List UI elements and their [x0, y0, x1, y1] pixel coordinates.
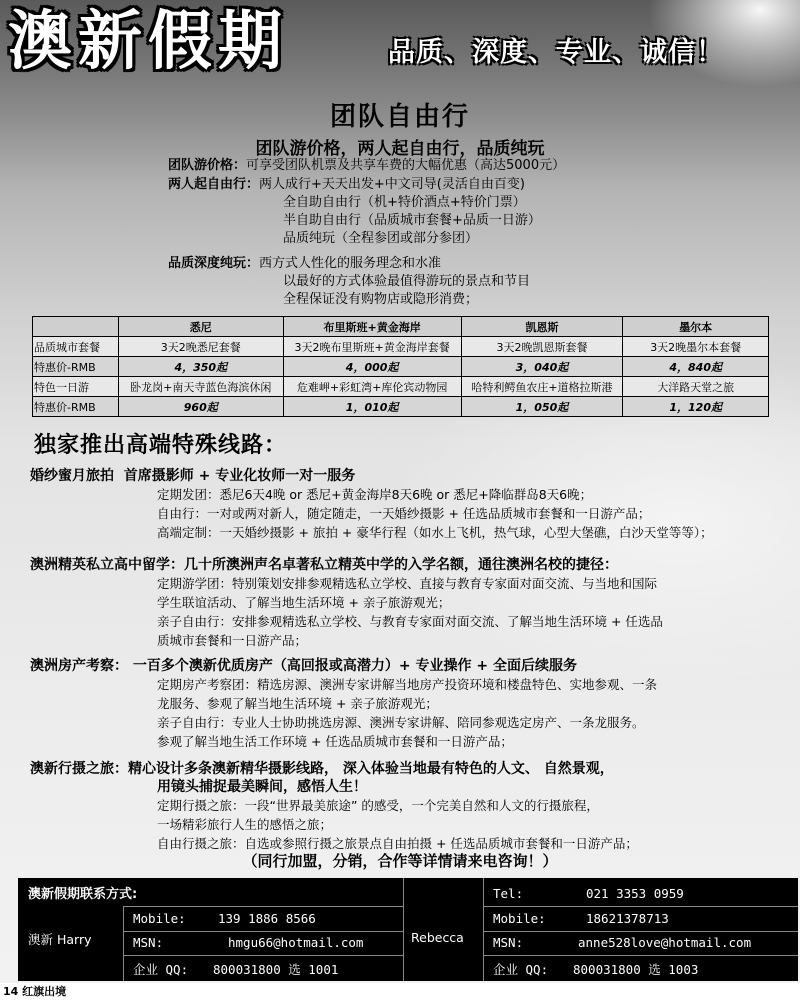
divider: [403, 878, 404, 981]
route-detail: 亲子自由行：安排参观精选私立学校、与教育专家面对面交流、了解当地生活环境 + 任选品: [157, 614, 663, 629]
table-cell: 3天2晚悉尼套餐: [118, 337, 283, 357]
table-cell: 1，120起: [623, 397, 769, 417]
divider: [483, 955, 798, 956]
route-heading-continued: 用镜头捕捉最美瞬间，感悟人生！: [157, 779, 367, 795]
feature-line: 品质深度纯玩：西方式人性化的服务理念和水准: [168, 256, 442, 271]
contact-box: [18, 878, 798, 981]
contact-label: 企业 QQ:: [133, 962, 189, 977]
route-detail: 龙服务、参观了解当地生活环境 + 亲子旅游观光；: [157, 696, 438, 711]
contact-label: 企业 QQ:: [493, 962, 549, 977]
feature-line: 两人起自由行：两人成行+天天出发+中文司导(灵活自由百变): [168, 177, 525, 192]
contact-value: 800031800 选 1001: [213, 962, 339, 977]
route-heading: 澳洲房产考察： 一百多个澳新优质房产（高回报或高潜力）+ 专业操作 + 全面后续服务: [30, 658, 577, 674]
table-cell: 特惠价-RMB: [33, 357, 119, 377]
table-cell: 品质城市套餐: [33, 337, 119, 357]
table-cell: 3天2晚凯恩斯套餐: [461, 337, 623, 357]
divider: [123, 906, 403, 907]
table-cell: 4，840起: [623, 357, 769, 377]
table-header-cell: 悉尼: [118, 317, 283, 337]
contact-label: MSN:: [493, 935, 524, 950]
table-header-cell: 布里斯班+黄金海岸: [283, 317, 461, 337]
table-header-cell: 墨尔本: [623, 317, 769, 337]
feature-line: 品质纯玩（全程参团或部分参团）: [283, 231, 479, 246]
table-header-cell: [33, 317, 119, 337]
title-bar: [0, 0, 800, 88]
route-detail: 亲子自由行：专业人士协助挑选房源、澳洲专家讲解、陪同参观选定房产、一条龙服务。: [157, 715, 645, 730]
route-detail: 定期发团：悉尼6天4晚 or 悉尼+黄金海岸8天6晚 or 悉尼+降临群岛8天6晚；: [157, 487, 593, 502]
contact-label: Mobile:: [493, 911, 546, 926]
table-cell: 卧龙岗+南天寺蓝色海滨休闲: [118, 377, 283, 397]
page-footer: [0, 984, 800, 1000]
route-detail: 自由行摄之旅：自选或参照行摄之旅景点自由拍摄 + 任选品质城市套餐和一日游产品；: [157, 836, 638, 851]
contact-value: 800031800 选 1003: [573, 962, 699, 977]
table-row: [33, 397, 769, 417]
section-name: 红旗出境: [22, 985, 67, 998]
contact-name-harry: 澳新 Harry: [28, 932, 92, 947]
group-tour-title: 团队自由行: [329, 102, 470, 132]
route-detail: 定期游学团：特别策划安排参观精选私立学校、直接与教育专家面对面交流、与当地和国际: [157, 576, 658, 591]
brand-title: 澳新假期: [8, 5, 288, 79]
table-header-cell: 凯恩斯: [461, 317, 623, 337]
route-detail: 质城市套餐和一日游产品；: [157, 633, 308, 648]
table-row: [33, 377, 769, 397]
table-header-row: [33, 317, 769, 337]
route-detail: 定期房产考察团：精选房源、澳洲专家讲解当地房产投资环境和楼盘特色、实地参观、一条: [157, 677, 658, 692]
table-cell: 3天2晚布里斯班+黄金海岸套餐: [283, 337, 461, 357]
divider: [483, 878, 484, 981]
divider: [123, 931, 403, 932]
brand-slogan: 品质、深度、专业、诚信！: [388, 37, 724, 68]
route-heading: 澳洲精英私立高中留学：几十所澳洲声名卓著私立精英中学的入学名额，通往澳洲名校的捷径：: [30, 557, 618, 573]
contact-value: 18621378713: [586, 911, 669, 926]
route-detail: 高端定制：一天婚纱摄影 + 旅拍 + 豪华行程（如水上飞机，热气球，心型大堡礁，白沙天堂等等）；: [157, 525, 713, 540]
route-heading: 婚纱蜜月旅拍 首席摄影师 + 专业化妆师一对一服务: [30, 468, 356, 484]
table-cell: 哈特利鳄鱼农庄+道格拉斯港: [461, 377, 623, 397]
special-routes-title: 独家推出高端特殊线路：: [34, 433, 288, 458]
table-cell: 960起: [118, 397, 283, 417]
contact-value: anne528love@hotmail.com: [578, 935, 752, 950]
contact-label: MSN:: [133, 935, 164, 950]
table-cell: 1，050起: [461, 397, 623, 417]
route-detail: 一场精彩旅行人生的感悟之旅；: [157, 817, 333, 832]
divider: [123, 906, 124, 981]
table-cell: 4，350起: [118, 357, 283, 377]
page-number: 14: [3, 985, 19, 998]
feature-line: 半自助自由行（品质城市套餐+品质一日游）: [283, 213, 541, 228]
table-row: [33, 357, 769, 377]
contact-name-rebecca: Rebecca: [411, 930, 464, 945]
feature-line: 全程保证没有购物店或隐形消费；: [283, 292, 479, 307]
feature-line: 以最好的方式体验最值得游玩的景点和节目: [283, 274, 531, 289]
group-tour-subtitle: 团队游价格，两人起自由行，品质纯玩: [255, 139, 545, 159]
table-cell: 3天2晚墨尔本套餐: [623, 337, 769, 357]
table-cell: 大洋路天堂之旅: [623, 377, 769, 397]
closing-note: （同行加盟，分销，合作等详情请来电咨询！）: [242, 852, 558, 870]
table-cell: 4，000起: [283, 357, 461, 377]
route-detail: 自由行：一对或两对新人，随定随走，一天婚纱摄影 + 任选品质城市套餐和一日游产品；: [157, 506, 651, 521]
feature-line: 全自助自由行（机+特价酒点+特价门票）: [283, 195, 526, 210]
table-cell: 危难岬+彩虹湾+库伦宾动物园: [283, 377, 461, 397]
table-cell: 1，010起: [283, 397, 461, 417]
price-table: [32, 316, 769, 417]
route-detail: 学生联谊活动、了解当地生活环境 + 亲子旅游观光；: [157, 595, 451, 610]
contact-label: Mobile:: [133, 911, 186, 926]
divider: [483, 906, 798, 907]
contact-label: Tel:: [493, 886, 524, 901]
table-cell: 特色一日游: [33, 377, 119, 397]
contact-value: 139 1886 8566: [218, 911, 316, 926]
table-cell: 特惠价-RMB: [33, 397, 119, 417]
contact-value: 021 3353 0959: [586, 886, 684, 901]
route-heading: 澳新行摄之旅：精心设计多条澳新精华摄影线路， 深入体验当地最有特色的人文、 自然景观，: [30, 761, 614, 777]
contact-title: 澳新假期联系方式:: [28, 887, 138, 902]
contact-value: hmgu66@hotmail.com: [228, 935, 364, 950]
route-detail: 参观了解当地生活工作环境 + 任选品质城市套餐和一日游产品；: [157, 734, 513, 749]
divider: [123, 955, 403, 956]
table-row: [33, 337, 769, 357]
feature-line: 团队游价格：可享受团队机票及共享车费的大幅优惠（高达5000元）: [168, 158, 566, 173]
table-cell: 3，040起: [461, 357, 623, 377]
divider: [483, 931, 798, 932]
route-detail: 定期行摄之旅：一段“世界最美旅途” 的感受，一个完美自然和人文的行摄旅程，: [157, 798, 599, 813]
